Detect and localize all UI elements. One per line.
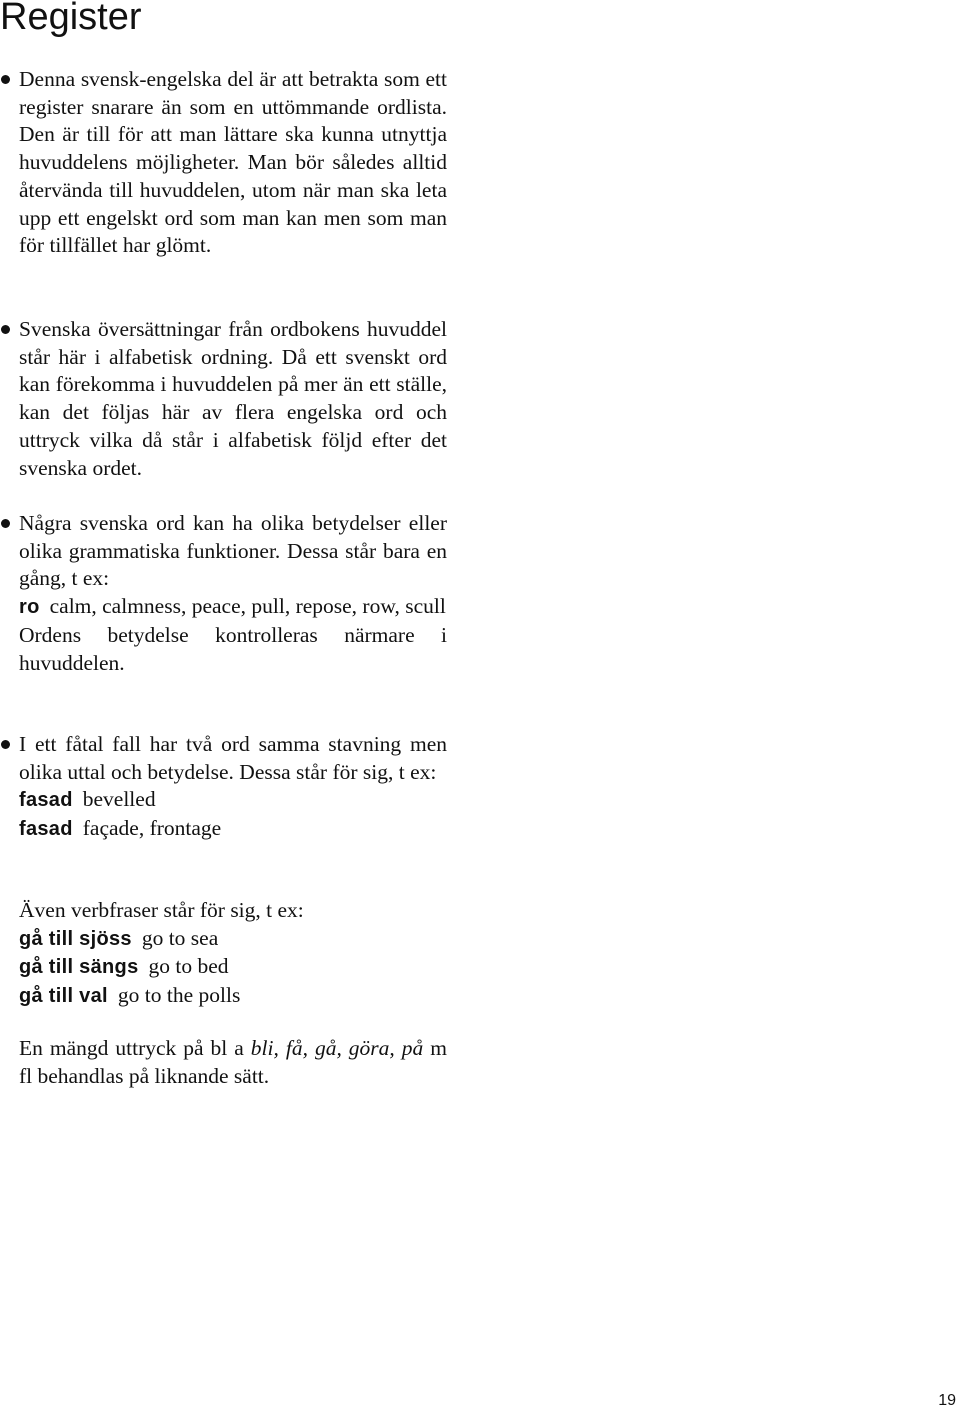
paragraph: Några svenska ord kan ha olika betydelser eller olika grammatiska funktioner. Dessa står bara en gång, t ex: <box>19 511 447 591</box>
example-translation: go to bed <box>148 954 229 979</box>
bullet-section-3 <box>19 510 447 677</box>
paragraph: Ordens betydelse kontrolleras närmare i huvuddelen. <box>19 622 447 675</box>
paragraph: Svenska översättningar från ordbokens huvuddel står här i alfabetisk ordning. Då ett svenskt ord kan förekomma i huvuddelen på mer än ett ställe, kan det följas här av flera engelska ord och uttryck vilka då står i alfabetisk följd efter det svenska ordet. <box>19 317 447 480</box>
page-number: 19 <box>938 1392 956 1409</box>
example-headword: ro <box>19 596 40 619</box>
example-headword: fasad <box>19 789 73 812</box>
paragraph <box>19 1035 447 1090</box>
bullet-section-1 <box>19 66 447 260</box>
example-headword: gå till sängs <box>19 956 139 979</box>
paragraph: Denna svensk-engelska del är att betrakta som ett register snarare än som en uttömmande ordlista. Den är till för att man lättare ska kunna utnyttja huvuddelens möjligheter. Man bör således alltid återvända till huvuddelen, utom när man ska leta upp ett engelskt ord som man kan men som man för tillfället har glömt. <box>19 67 447 258</box>
closing-italic-words: bli, få, gå, göra, på <box>250 1036 424 1060</box>
page-title: Register <box>0 0 142 38</box>
paragraph: I ett fåtal fall har två ord samma stavning men olika uttal och betydelse. Dessa står för sig, t ex: <box>19 732 447 784</box>
bullet-icon <box>1 740 10 749</box>
example-entry <box>19 593 447 622</box>
example-entry <box>19 925 447 954</box>
example-translation: go to sea <box>141 925 219 950</box>
example-entry <box>19 786 447 815</box>
example-translation: façade, frontage <box>82 816 222 841</box>
example-entry <box>19 982 447 1011</box>
paragraph: Även verbfraser står för sig, t ex: <box>19 898 304 922</box>
example-translation: go to the polls <box>117 983 241 1008</box>
example-entry <box>19 953 447 982</box>
example-translation: calm, calmness, peace, pull, repose, row, scull <box>49 594 446 619</box>
bullet-icon <box>1 75 10 84</box>
example-translation: bevelled <box>82 787 156 812</box>
bullet-section-2 <box>19 316 447 482</box>
closing-prefix: En mängd uttryck på bl a <box>19 1036 244 1060</box>
bullet-icon <box>1 325 10 334</box>
bullet-section-4 <box>19 731 447 844</box>
example-headword: gå till sjöss <box>19 927 132 950</box>
example-headword: fasad <box>19 818 73 841</box>
verb-phrases-section <box>19 897 447 1011</box>
example-headword: gå till val <box>19 985 108 1008</box>
example-entry <box>19 815 447 844</box>
closing-suffix: m fl behandlas på liknande sätt. <box>19 1036 448 1088</box>
bullet-icon <box>1 519 10 528</box>
closing-section <box>19 1035 447 1090</box>
